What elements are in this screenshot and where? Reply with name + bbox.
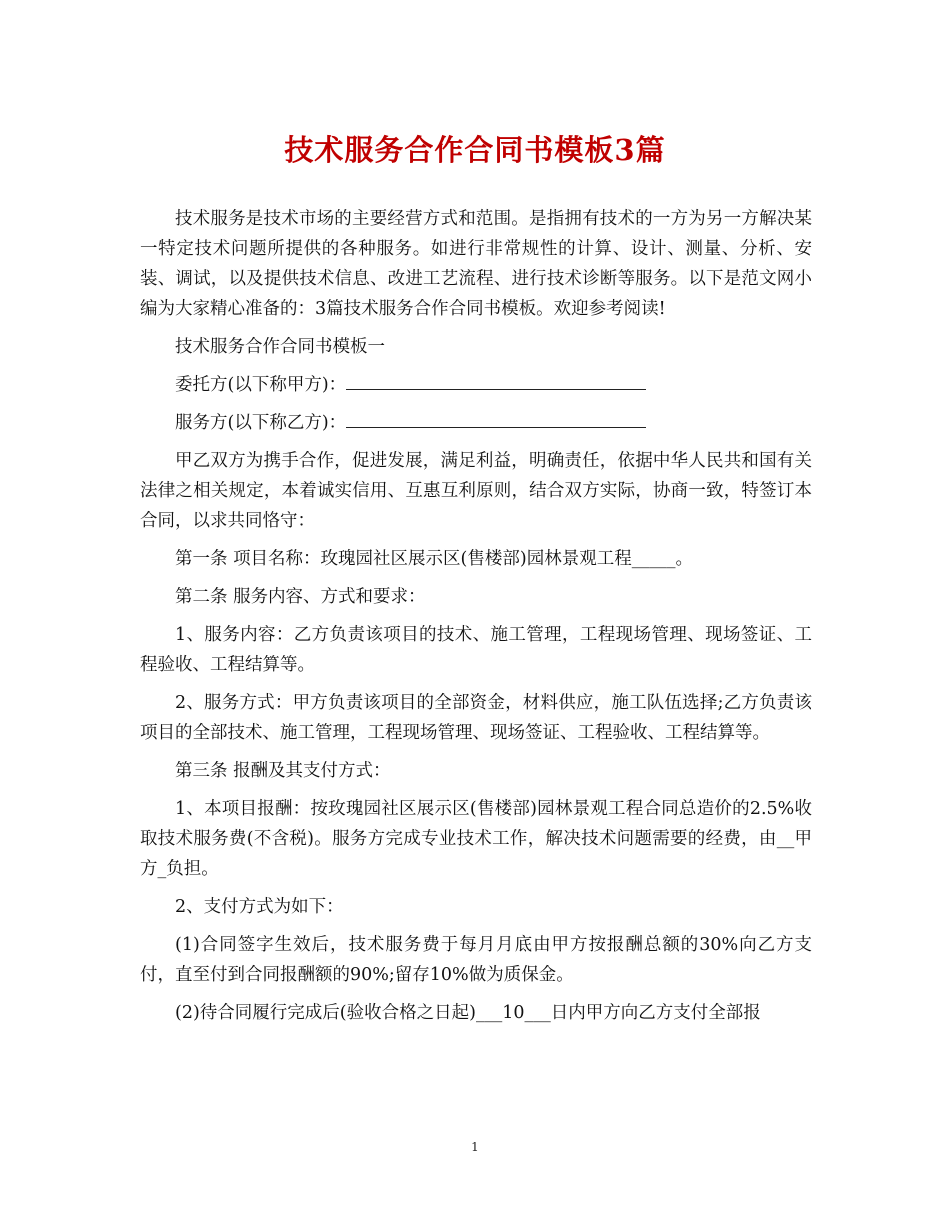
party-a-line	[140, 370, 812, 400]
intro-paragraph: 技术服务是技术市场的主要经营方式和范围。是指拥有技术的一方为另一方解决某一特定技术问题所提供的各种服务。如进行非常规性的计算、设计、测量、分析、安装、调试，以及提供技术信息、改进工艺流程、进行技术诊断等服务。以下是范文网小编为大家精心准备的：3篇技术服务合作合同书模板。欢迎参考阅读!	[140, 209, 812, 319]
document-title: 技术服务合作合同书模板3篇	[284, 133, 666, 167]
party-b-label: 服务方(以下称乙方)：	[175, 413, 347, 433]
article-3-item-2-2: (2)待合同履行完成后(验收合格之日起)___10___日内甲方向乙方支付全部报	[175, 1003, 761, 1023]
article-2-heading: 第二条 服务内容、方式和要求：	[175, 587, 426, 607]
preamble-paragraph: 甲乙双方为携手合作，促进发展，满足利益，明确责任，依据中华人民共和国有关法律之相关规定，本着诚实信用、互惠互利原则，结合双方实际，协商一致，特签订本合同，以求共同恪守：	[140, 451, 812, 531]
article-3-item-2-1: (1)合同签字生效后，技术服务费于每月月底由甲方按报酬总额的30%向乙方支付，直至付到合同报酬额的90%;留存10%做为质保金。	[140, 935, 812, 985]
article-1: 第一条 项目名称：玫瑰园社区展示区(售楼部)园林景观工程_____。	[175, 549, 693, 569]
document-body	[140, 204, 812, 1036]
article-2-item-2: 2、服务方式：甲方负责该项目的全部资金，材料供应，施工队伍选择;乙方负责该项目的全部技术、施工管理，工程现场管理、现场签证、工程验收、工程结算等。	[140, 693, 812, 743]
party-b-blank	[346, 409, 646, 428]
article-3-heading: 第三条 报酬及其支付方式：	[175, 761, 391, 781]
article-3-item-1: 1、本项目报酬：按玫瑰园社区展示区(售楼部)园林景观工程合同总造价的2.5%收取技术服务费(不含税)。服务方完成专业技术工作，解决技术问题需要的经费，由__甲方_负担。	[140, 799, 812, 879]
article-2-item-1: 1、服务内容：乙方负责该项目的技术、施工管理，工程现场管理、现场签证、工程验收、工程结算等。	[140, 625, 812, 675]
party-a-label: 委托方(以下称甲方)：	[175, 375, 347, 395]
page-number: 1	[471, 1140, 479, 1154]
party-a-blank	[346, 371, 646, 390]
section-heading: 技术服务合作合同书模板一	[175, 337, 385, 357]
party-b-line	[140, 408, 812, 438]
article-3-item-2-heading: 2、支付方式为如下：	[175, 897, 344, 917]
